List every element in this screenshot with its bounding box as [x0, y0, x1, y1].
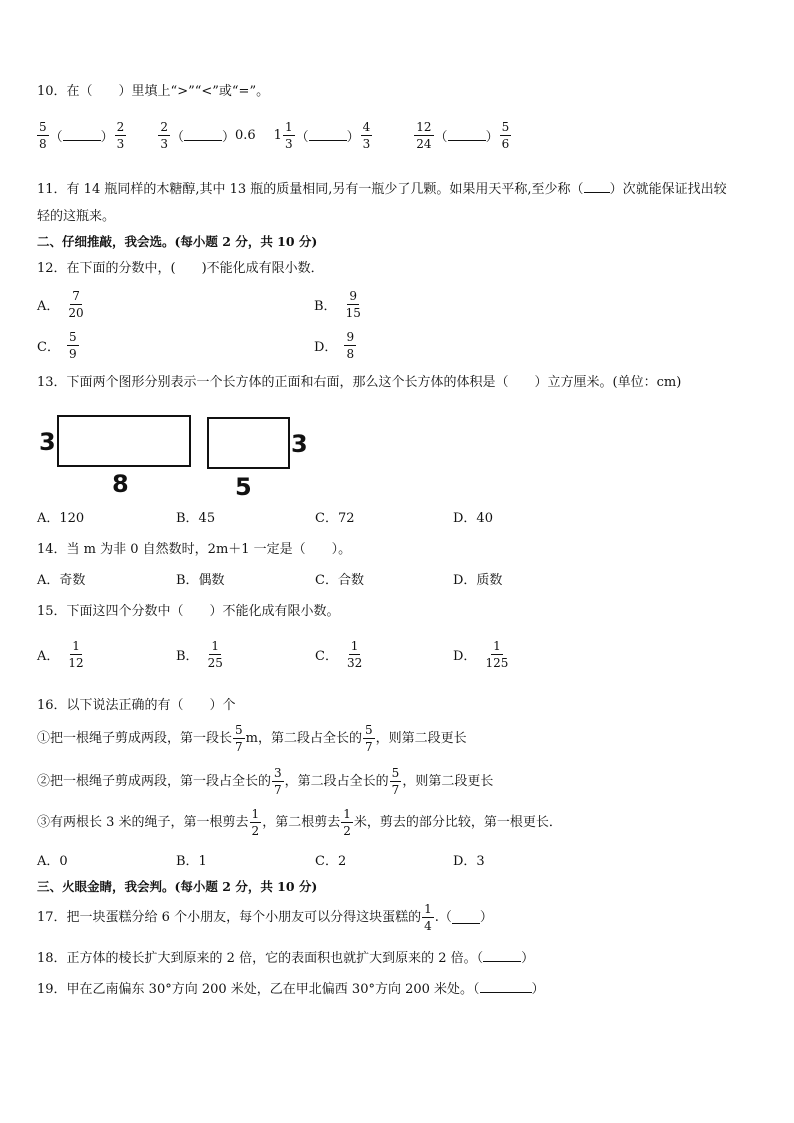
- right-face-width-label: 5: [235, 473, 252, 501]
- q13-option-d[interactable]: D．40: [453, 511, 493, 526]
- q15-option-c[interactable]: C． $\frac{1}{32}$: [315, 639, 363, 670]
- section-3-heading: 三、火眼金睛，我会判。(每小题 2 分，共 10 分): [37, 879, 318, 894]
- answer-blank[interactable]: [448, 128, 486, 141]
- right-face-height-label: 3: [291, 430, 308, 458]
- q12-option-a[interactable]: A． $\frac{7}{20}$: [37, 289, 84, 320]
- section-2-heading: 二、仔细推敲，我会选。(每小题 2 分，共 10 分): [37, 234, 318, 249]
- q11-line2: 轻的这瓶来。: [37, 209, 116, 224]
- fraction: $\frac{5}{8}$: [39, 120, 47, 151]
- q14-option-b[interactable]: B．偶数: [176, 573, 225, 588]
- q18: 18．正方体的棱长扩大到原来的 2 倍，它的表面积也就扩大到原来的 2 倍。（ ）: [37, 951, 535, 966]
- fraction: $\frac{4}{3}$: [362, 120, 371, 151]
- q14-stem: 14．当 m 为非 0 自然数时，2m＋1 一定是（ ）。: [37, 542, 352, 557]
- q13-option-a[interactable]: A．120: [37, 511, 85, 526]
- answer-blank[interactable]: [452, 911, 480, 924]
- q10-stem: 10．在（ ）里填上“>”“<”或“=”。: [37, 84, 270, 99]
- q12-option-b[interactable]: B． $\frac{9}{15}$: [314, 289, 361, 320]
- front-face-width-label: 8: [112, 470, 129, 498]
- answer-blank[interactable]: [483, 949, 521, 962]
- q16-statement-1: ①把一根绳子剪成两段，第一段长 $\frac{5}{7}$ m ，第二段占全长的 $\frac{5}{7}$ ，则第二段更长: [37, 723, 467, 754]
- q15-stem: 15．下面这四个分数中（ ）不能化成有限小数。: [37, 604, 340, 619]
- q10-items: $\frac{5}{8}$ （ ） $\frac{2}{3}$ $\frac{2}{3}$ （ ） 0.6 1 $\frac{1}{3}$ （ ） $\frac{4}{3}$ $\frac{12}{24}$ （ ） $\frac{5}{6}$: [39, 120, 510, 151]
- q12-stem: 12．在下面的分数中，( )不能化成有限小数．: [37, 261, 324, 276]
- q14-option-d[interactable]: D．质数: [453, 573, 503, 588]
- q16-option-b[interactable]: B．1: [176, 854, 207, 869]
- q14-option-a[interactable]: A．奇数: [37, 573, 86, 588]
- answer-blank[interactable]: [480, 980, 532, 993]
- q11-line1: 11．有 14 瓶同样的木糖醇,其中 13 瓶的质量相同,另有一瓶少了几颗。如果用天平称,至少称（ ）次就能保证找出较: [37, 182, 727, 197]
- answer-blank[interactable]: [184, 128, 222, 141]
- fraction: $\frac{5}{6}$: [501, 120, 510, 151]
- q13-stem: 13．下面两个图形分别表示一个长方体的正面和右面，那么这个长方体的体积是（ ）立方厘米。(单位：cm): [37, 375, 682, 390]
- mixed-number: 1 $\frac{1}{3}$: [273, 120, 293, 151]
- answer-blank[interactable]: [584, 180, 610, 193]
- fraction: $\frac{2}{3}$: [160, 120, 168, 151]
- answer-blank[interactable]: [309, 128, 347, 141]
- q16-statement-3: ③有两根长 3 米的绳子，第一根剪去 $\frac{1}{2}$ ，第二根剪去 $\frac{1}{2}$ 米，剪去的部分比较，第一根更长．: [37, 807, 562, 838]
- front-face-rectangle: [57, 415, 191, 467]
- q14-option-c[interactable]: C．合数: [315, 573, 364, 588]
- front-face-height-label: 3: [39, 428, 56, 456]
- fraction: $\frac{2}{3}$: [116, 120, 125, 151]
- q13-option-b[interactable]: B．45: [176, 511, 216, 526]
- q16-statement-2: ②把一根绳子剪成两段，第一段占全长的 $\frac{3}{7}$ ，第二段占全长的 $\frac{5}{7}$ ，则第二段更长: [37, 766, 494, 797]
- q15-option-a[interactable]: A． $\frac{1}{12}$: [37, 639, 84, 670]
- q19: 19．甲在乙南偏东 30°方向 200 米处，乙在甲北偏西 30°方向 200 米处。（ ）: [37, 982, 545, 997]
- q13-option-c[interactable]: C．72: [315, 511, 355, 526]
- fraction: $\frac{12}{24}$: [416, 120, 432, 151]
- q16-option-d[interactable]: D．3: [453, 854, 485, 869]
- decimal-value: 0.6: [234, 128, 256, 143]
- q16-stem: 16．以下说法正确的有（ ）个: [37, 698, 236, 713]
- q15-option-b[interactable]: B． $\frac{1}{25}$: [176, 639, 223, 670]
- answer-blank[interactable]: [63, 128, 101, 141]
- q16-option-c[interactable]: C．2: [315, 854, 347, 869]
- q17: 17．把一块蛋糕分给 6 个小朋友，每个小朋友可以分得这块蛋糕的 $\frac{1}{4}$ .（ ）: [37, 902, 493, 933]
- q15-option-d[interactable]: D． $\frac{1}{125}$: [453, 639, 509, 670]
- q12-option-c[interactable]: C． $\frac{5}{9}$: [37, 330, 77, 361]
- q16-option-a[interactable]: A．0: [37, 854, 68, 869]
- q12-option-d[interactable]: D． $\frac{9}{8}$: [314, 330, 355, 361]
- right-face-rectangle: [207, 417, 290, 469]
